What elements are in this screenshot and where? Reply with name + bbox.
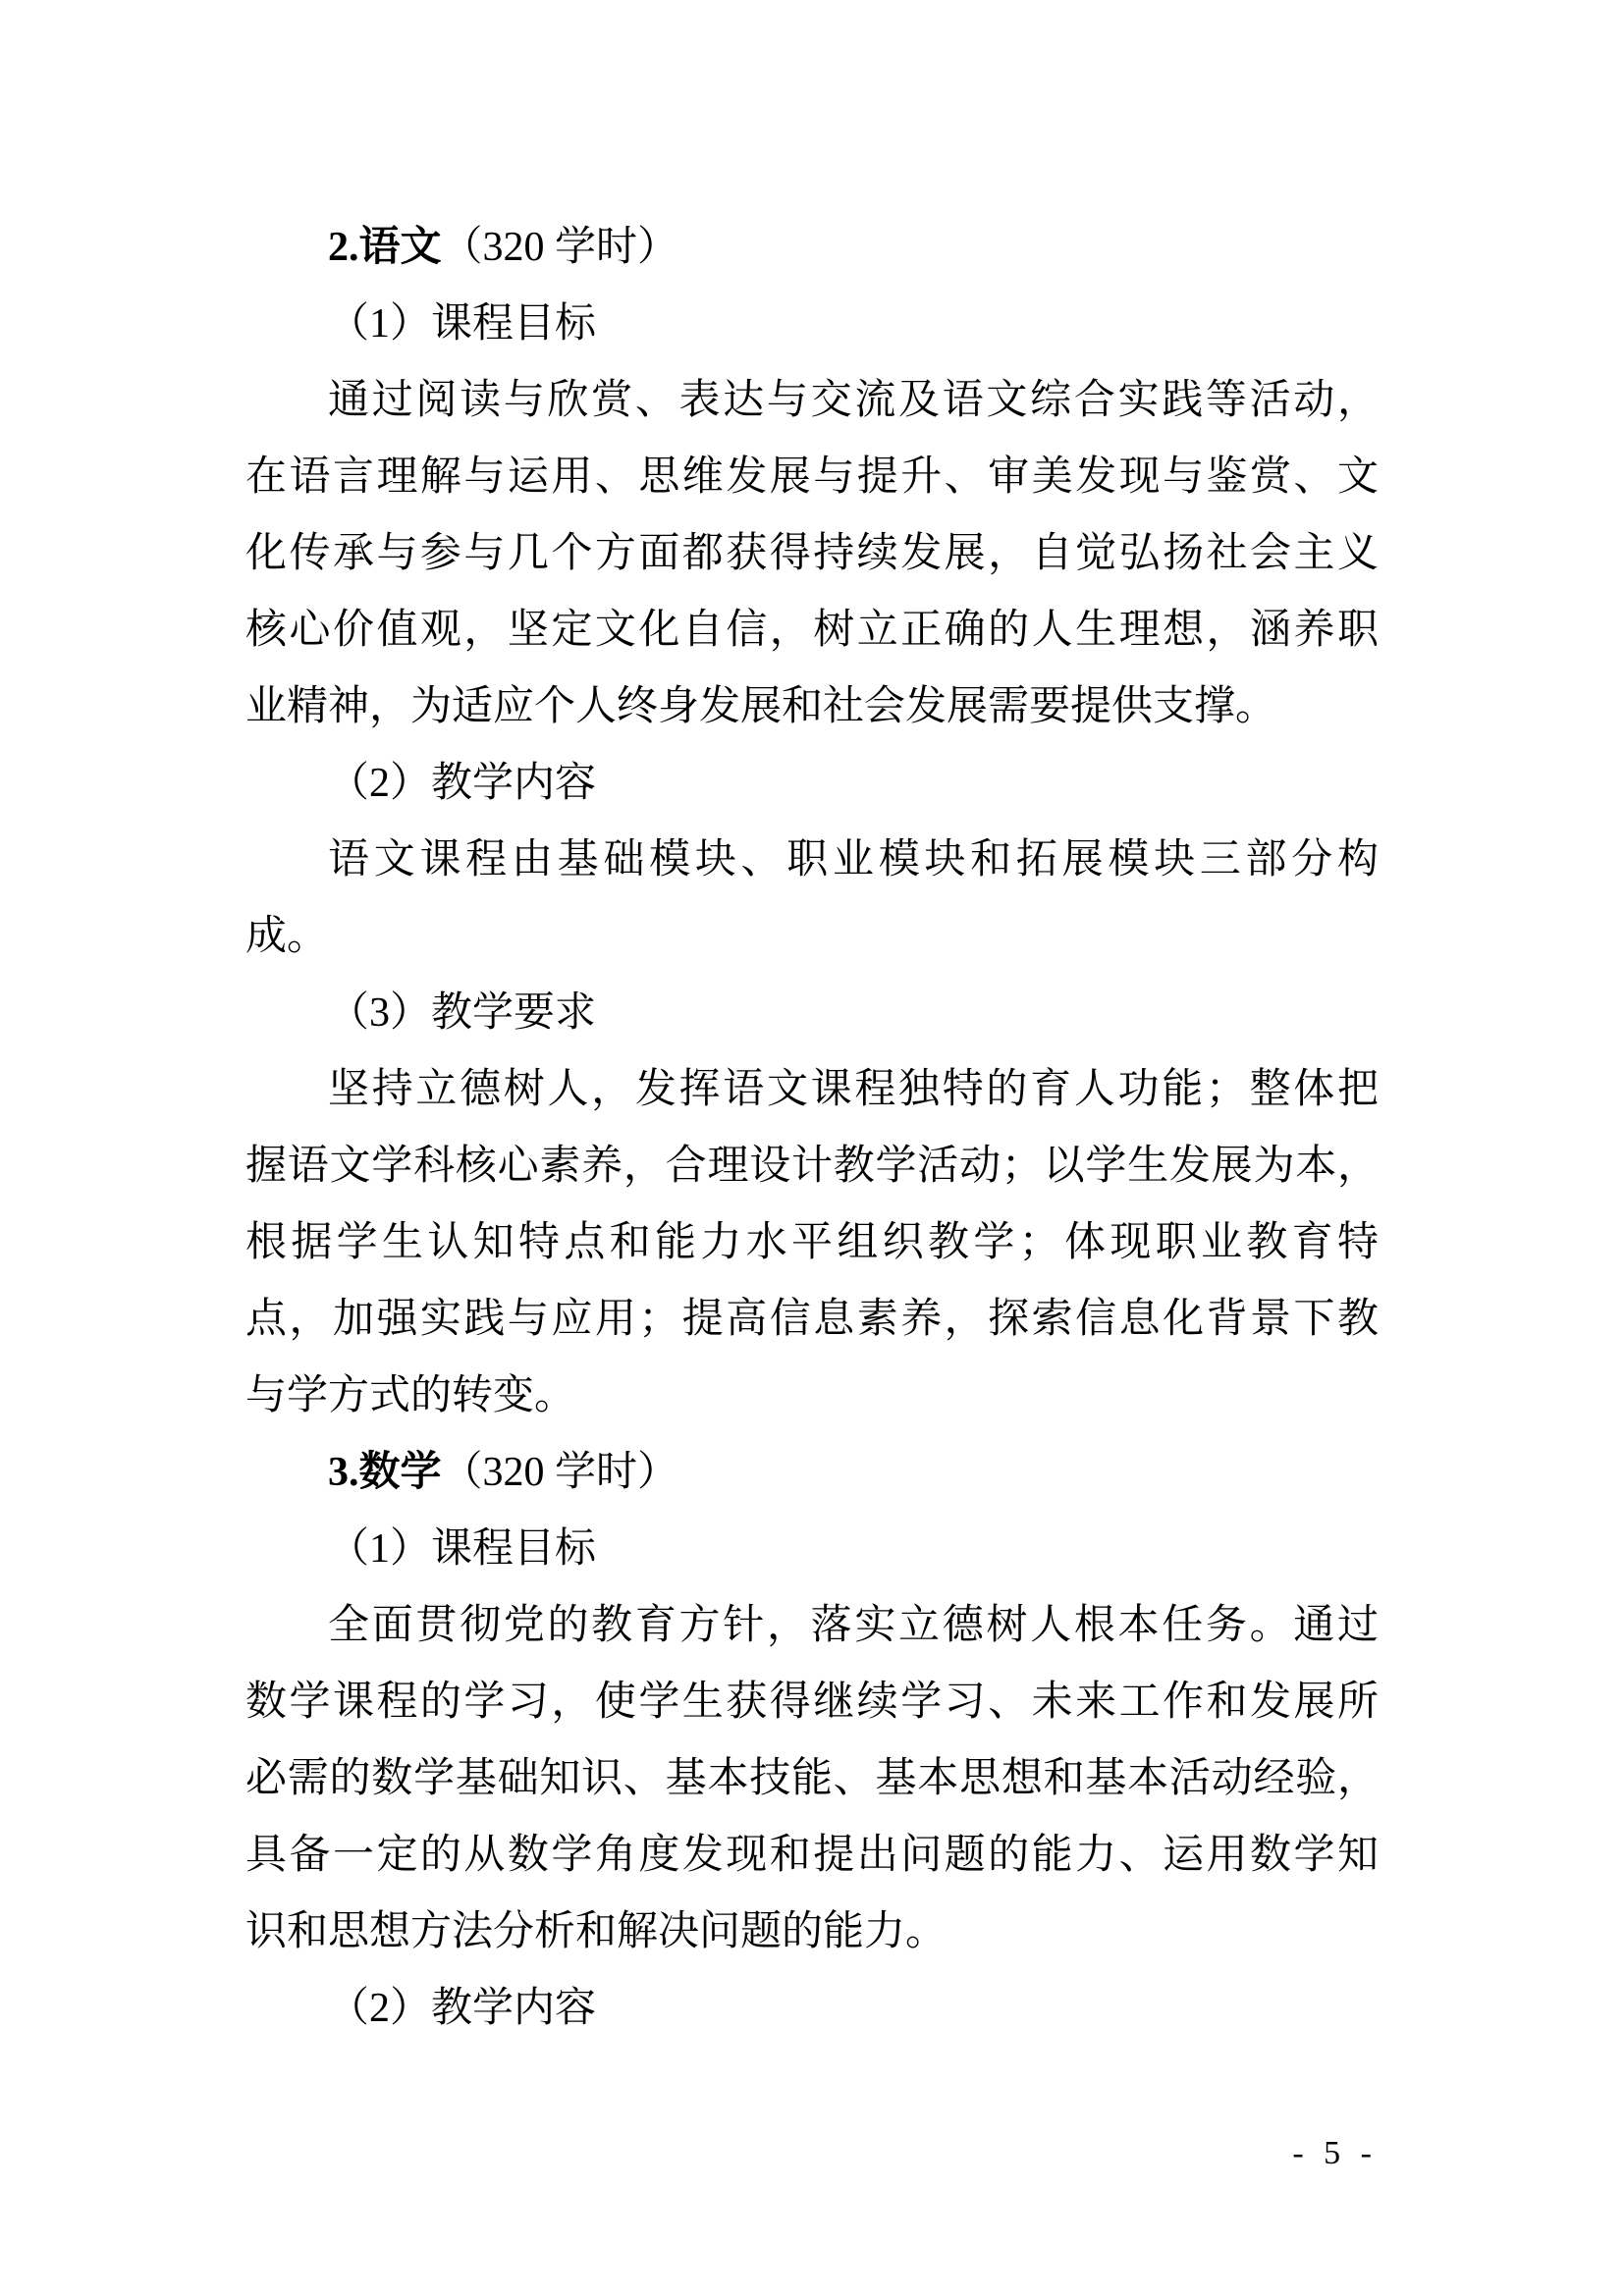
section-heading [245, 1434, 1379, 1511]
text-line: 业精神，为适应个人终身发展和社会发展需要提供支撑。 [245, 684, 1277, 729]
subsection-heading: （1）课程目标 [328, 301, 597, 347]
heading-hours-text: （320 学时） [441, 225, 679, 270]
subsection-heading: （3）教学要求 [328, 990, 597, 1036]
subsection-heading: （2）教学内容 [328, 1986, 597, 2031]
text-line: 化传承与参与几个方面都获得持续发展，自觉弘扬社会主义 [245, 531, 1379, 576]
text-line: 数学课程的学习，使学生获得继续学习、未来工作和发展所 [245, 1680, 1379, 1725]
text-line: 根据学生认知特点和能力水平组织教学；体现职业教育特 [245, 1220, 1379, 1265]
text-line: 全面贯彻党的教育方针，落实立德树人根本任务。通过 [328, 1603, 1379, 1648]
text-line: 核心价值观，坚定文化自信，树立正确的人生理想，涵养职 [245, 608, 1379, 653]
text-line: 与学方式的转变。 [245, 1373, 576, 1418]
text-line: 在语言理解与运用、思维发展与提升、审美发现与鉴赏、文 [245, 454, 1379, 500]
text-line: 必需的数学基础知识、基本技能、基本思想和基本活动经验， [245, 1756, 1379, 1801]
section-heading [245, 209, 1379, 286]
text-line: 成。 [245, 914, 329, 959]
text-line: 具备一定的从数学角度发现和提出问题的能力、运用数学知 [245, 1833, 1379, 1878]
text-line: 识和思想方法分析和解决问题的能力。 [245, 1909, 947, 1954]
text-line: 通过阅读与欣赏、表达与交流及语文综合实践等活动， [328, 378, 1379, 423]
subsection-heading: （2）教学内容 [328, 761, 597, 806]
page-number: - 5 - [1292, 2135, 1378, 2171]
heading-hours-text: （320 学时） [441, 1450, 679, 1495]
text-line: 握语文学科核心素养，合理设计教学活动；以学生发展为本， [245, 1144, 1379, 1189]
document-body [245, 209, 1379, 2047]
subsection-heading: （1）课程目标 [328, 1526, 597, 1572]
text-line: 坚持立德树人，发挥语文课程独特的育人功能；整体把 [328, 1067, 1379, 1112]
text-line: 语文课程由基础模块、职业模块和拓展模块三部分构 [328, 837, 1379, 882]
text-line: 点，加强实践与应用；提高信息素养，探索信息化背景下教 [245, 1297, 1379, 1342]
heading-title-text: 2.语文 [328, 225, 442, 270]
heading-title-text: 3.数学 [328, 1450, 442, 1495]
